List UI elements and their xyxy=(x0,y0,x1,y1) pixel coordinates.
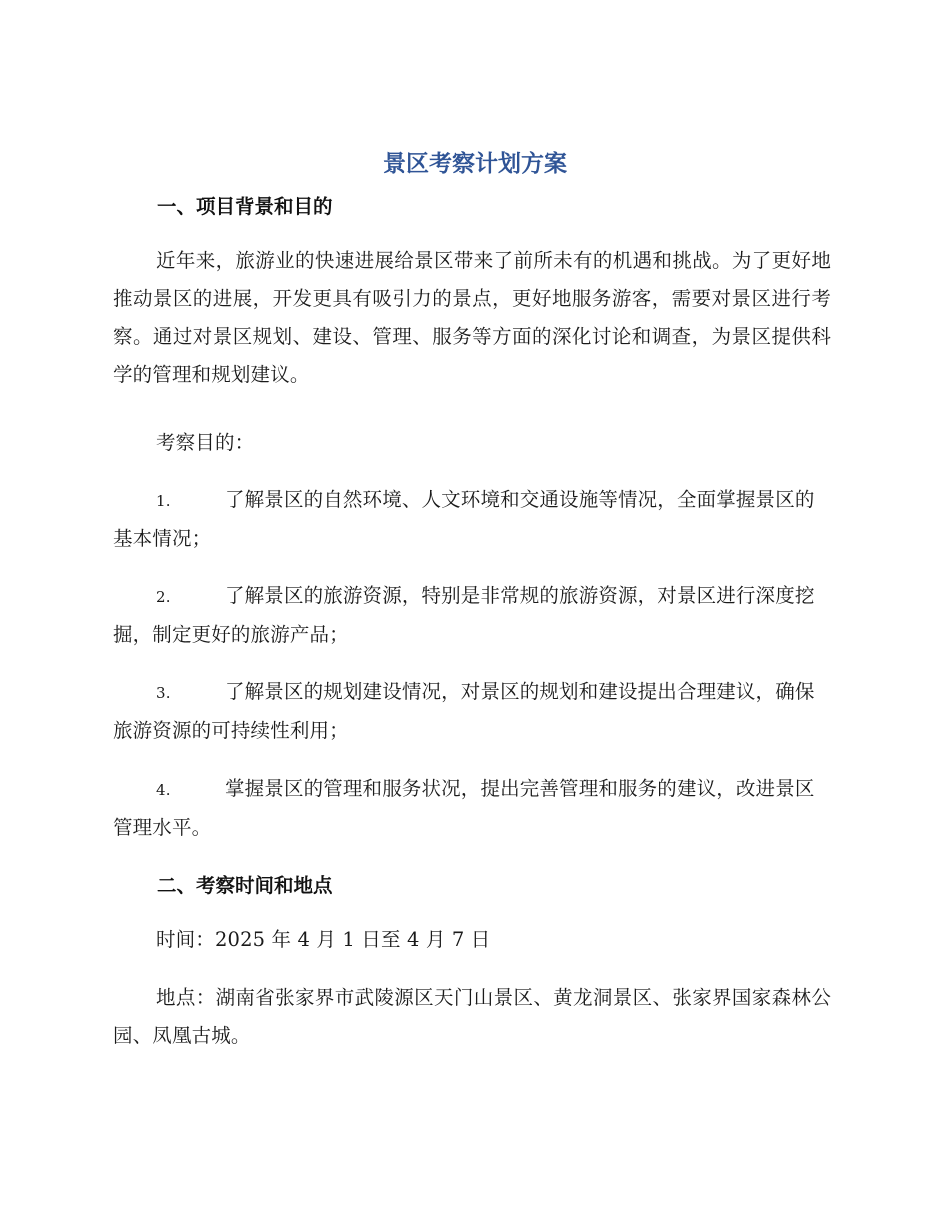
purpose-list-item xyxy=(113,481,831,558)
list-item-number: 4. xyxy=(156,781,171,799)
list-item-text: 掌握景区的管理和服务状况，提出完善管理和服务的建议，改进景区管理水平。 xyxy=(113,777,815,839)
list-item-text: 了解景区的规划建设情况，对景区的规划和建设提出合理建议，确保旅游资源的可持续性利用； xyxy=(113,680,815,742)
section-heading-background: 一、项目背景和目的 xyxy=(157,195,333,218)
purpose-list-item xyxy=(113,673,831,750)
list-item-number: 3. xyxy=(156,684,171,702)
list-item-text: 了解景区的自然环境、人文环境和交通设施等情况，全面掌握景区的基本情况； xyxy=(113,488,815,550)
purpose-list-item xyxy=(113,577,831,654)
place-paragraph: 地点：湖南省张家界市武陵源区天门山景区、黄龙洞景区、张家界国家森林公园、凤凰古城。 xyxy=(113,986,831,1047)
section-heading-time-place: 二、考察时间和地点 xyxy=(157,874,333,897)
list-item-number: 1. xyxy=(156,492,171,510)
purpose-label: 考察目的： xyxy=(156,431,255,454)
list-item-text: 了解景区的旅游资源，特别是非常规的旅游资源，对景区进行深度挖掘，制定更好的旅游产品； xyxy=(113,584,815,646)
document-title: 景区考察计划方案 xyxy=(383,151,567,177)
purpose-list-item xyxy=(113,770,831,847)
time-paragraph: 时间：2025 年 4 月 1 日至 4 月 7 日 xyxy=(156,928,491,951)
intro-paragraph: 近年来，旅游业的快速进展给景区带来了前所未有的机遇和挑战。为了更好地推动景区的进展，开发更具有吸引力的景点，更好地服务游客，需要对景区进行考察。通过对景区规划、建设、管理、服务等方面的深化讨论和调查，为景区提供科学的管理和规划建议。 xyxy=(113,249,831,386)
list-item-number: 2. xyxy=(156,588,171,606)
